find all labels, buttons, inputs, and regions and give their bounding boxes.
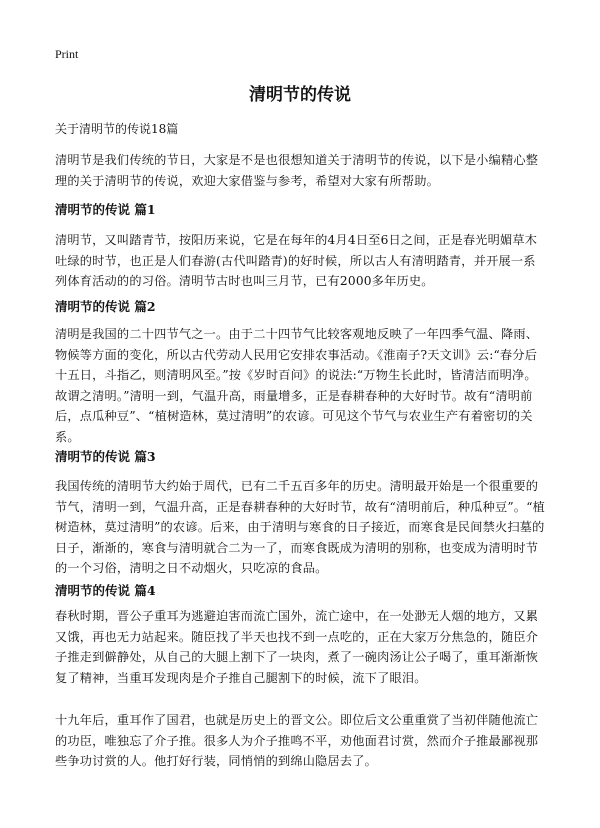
section-2-paragraph: 清明是我国的二十四节气之一。由于二十四节气比较客观地反映了一年四季气温、降雨、物候等方面的变化，所以古代劳动人民用它安排农事活动。《淮南子?天文训》云:“春分后十五日，斗指乙，则清明风至。”按《岁时百问》的说法:“万物生长此时，皆清洁而明净。故谓之清明。”清明一到，气温升高，雨量增多，正是春耕春种的大好时节。故有“清明前后，点瓜种豆”、“植树造林，莫过清明”的农谚。可见这个节气与农业生产有着密切的关系。 [55,327,539,444]
subtitle: 关于清明节的传说18篇 [55,122,179,136]
section-1-paragraph: 清明节，又叫踏青节，按阳历来说，它是在每年的4月4日至6日之间，正是春光明媚草木吐绿的时节，也正是人们春游(古代叫踏青)的好时候，所以古人有清明踏青，并开展一系列体育活动的的习俗。清明节古时也叫三月节，已有2000多年历史。 [55,233,538,288]
section-heading-1: 清明节的传说 篇1 [55,202,156,217]
page-title: 清明节的传说 [249,85,351,105]
section-heading-4: 清明节的传说 篇4 [55,583,156,598]
print-link[interactable]: Print [55,47,79,61]
section-heading-2: 清明节的传说 篇2 [55,299,156,314]
section-4-paragraph-1: 春秋时期，晋公子重耳为逃避迫害而流亡国外，流亡途中，在一处渺无人烟的地方，又累又饿，再也无力站起来。随臣找了半天也找不到一点吃的，正在大家万分焦急的，随臣介子推走到僻静处，从自己的大腿上割下了一块肉，煮了一碗肉汤让公子喝了，重耳渐渐恢复了精神，当重耳发现肉是介子推自己腿割下的时候，流下了眼泪。 [55,609,539,685]
intro-paragraph: 清明节是我们传统的节日，大家是不是也很想知道关于清明节的传说，以下是小编精心整理的关于清明节的传说，欢迎大家借鉴与参考，希望对大家有所帮助。 [55,153,539,188]
section-heading-3: 清明节的传说 篇3 [55,449,156,464]
section-3-paragraph: 我国传统的清明节大约始于周代，已有二千五百多年的历史。清明最开始是一个很重要的节气，清明一到，气温升高，正是春耕春种的大好时节，故有“清明前后，种瓜种豆”。“植树造林，莫过清明”的农谚。后来，由于清明与寒食的日子接近，而寒食是民间禁火扫墓的日子，渐渐的，寒食与清明就合二为一了，而寒食既成为清明的别称，也变成为清明时节的一个习俗，清明之日不动烟火，只吃凉的食品。 [55,479,546,575]
section-4-paragraph-2: 十九年后，重耳作了国君，也就是历史上的晋文公。即位后文公重重赏了当初伴随他流亡的功臣，唯独忘了介子推。很多人为介子推鸣不平，劝他面君讨赏，然而介子推最鄙视那些争功讨赏的人。他打好行装，同悄悄的到绵山隐居去了。 [55,713,539,768]
